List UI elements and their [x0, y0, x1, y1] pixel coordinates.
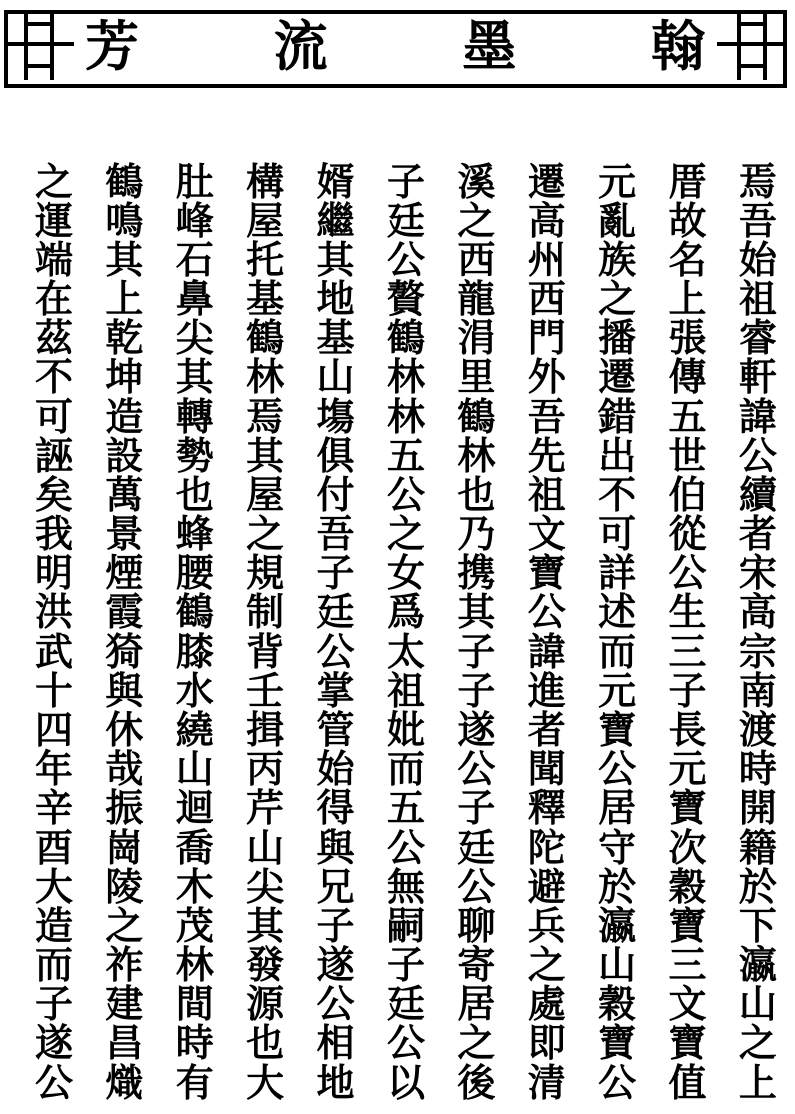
text-glyph: 者 — [527, 706, 566, 752]
text-glyph: 南 — [738, 667, 777, 713]
text-glyph: 先 — [527, 432, 566, 478]
text-glyph: 續 — [738, 471, 777, 517]
text-glyph: 渡 — [738, 706, 777, 752]
text-glyph: 管 — [316, 706, 355, 752]
text-glyph: 即 — [527, 1020, 566, 1066]
text-glyph: 聞 — [527, 746, 566, 792]
text-glyph: 元 — [598, 158, 637, 204]
text-glyph: 林 — [386, 354, 425, 400]
text-glyph: 寶 — [668, 785, 707, 831]
text-glyph: 迴 — [175, 785, 214, 831]
text-glyph: 萬 — [105, 471, 144, 517]
text-glyph: 子 — [457, 628, 496, 674]
text-glyph: 始 — [316, 746, 355, 792]
text-glyph: 遷 — [527, 158, 566, 204]
text-glyph: 贅 — [386, 276, 425, 322]
text-glyph: 上 — [105, 276, 144, 322]
text-glyph: 子 — [386, 942, 425, 988]
text-glyph: 規 — [246, 550, 285, 596]
text-glyph: 公 — [457, 746, 496, 792]
text-glyph: 遂 — [457, 706, 496, 752]
text-glyph: 造 — [105, 393, 144, 439]
text-glyph: 州 — [527, 236, 566, 282]
text-glyph: 鶴 — [386, 315, 425, 361]
text-glyph: 族 — [598, 236, 637, 282]
banner-title-char: 芳 — [85, 14, 139, 78]
text-glyph: 與 — [316, 824, 355, 870]
text-glyph: 酉 — [34, 824, 73, 870]
text-glyph: 乾 — [105, 315, 144, 361]
text-glyph: 五 — [386, 785, 425, 831]
text-glyph: 也 — [175, 471, 214, 517]
text-glyph: 携 — [457, 550, 496, 596]
text-glyph: 始 — [738, 236, 777, 282]
text-glyph: 石 — [175, 236, 214, 282]
text-glyph: 遂 — [34, 1020, 73, 1066]
text-glyph: 子 — [668, 667, 707, 713]
text-glyph: 公 — [386, 824, 425, 870]
text-glyph: 木 — [175, 863, 214, 909]
text-glyph: 從 — [668, 511, 707, 557]
text-glyph: 寶 — [598, 706, 637, 752]
text-glyph: 祖 — [738, 276, 777, 322]
text-glyph: 其 — [246, 432, 285, 478]
text-glyph: 設 — [105, 432, 144, 478]
text-glyph: 洪 — [34, 589, 73, 635]
text-glyph: 山 — [246, 824, 285, 870]
text-glyph: 霞 — [105, 589, 144, 635]
text-glyph: 西 — [527, 276, 566, 322]
text-glyph: 傳 — [668, 354, 707, 400]
text-glyph: 坤 — [105, 354, 144, 400]
text-glyph: 播 — [598, 315, 637, 361]
text-glyph: 其 — [457, 589, 496, 635]
text-glyph: 林 — [386, 393, 425, 439]
text-glyph: 之 — [598, 276, 637, 322]
text-glyph: 伯 — [668, 471, 707, 517]
text-glyph: 焉 — [738, 158, 777, 204]
text-glyph: 居 — [457, 981, 496, 1027]
text-glyph: 錯 — [598, 393, 637, 439]
text-glyph: 公 — [386, 1020, 425, 1066]
text-glyph: 外 — [527, 354, 566, 400]
text-glyph: 鶴 — [175, 589, 214, 635]
text-glyph: 祚 — [105, 942, 144, 988]
text-glyph: 尖 — [175, 315, 214, 361]
banner-title-char: 墨 — [462, 14, 517, 78]
text-glyph: 公 — [386, 471, 425, 517]
banner-title-char: 流 — [273, 14, 328, 78]
text-glyph: 辛 — [34, 785, 73, 831]
text-glyph: 門 — [527, 315, 566, 361]
text-glyph: 屋 — [246, 197, 285, 243]
text-glyph: 里 — [457, 354, 496, 400]
text-glyph: 尖 — [246, 863, 285, 909]
text-glyph: 公 — [598, 1059, 637, 1105]
text-glyph: 構 — [246, 158, 285, 204]
text-glyph: 明 — [34, 550, 73, 596]
text-glyph: 詳 — [598, 550, 637, 596]
text-glyph: 林 — [175, 942, 214, 988]
text-glyph: 之 — [457, 197, 496, 243]
text-glyph: 吾 — [738, 197, 777, 243]
text-glyph: 發 — [246, 942, 285, 988]
text-glyph: 背 — [246, 628, 285, 674]
text-glyph: 公 — [386, 236, 425, 282]
text-glyph: 次 — [668, 824, 707, 870]
text-glyph: 年 — [34, 746, 73, 792]
text-glyph: 寶 — [668, 902, 707, 948]
text-glyph: 之 — [738, 1020, 777, 1066]
vertical-text-body — [26, 158, 786, 1105]
text-column — [519, 158, 575, 1105]
text-glyph: 上 — [738, 1059, 777, 1105]
text-glyph: 我 — [34, 511, 73, 557]
text-column — [167, 158, 223, 1105]
text-glyph: 故 — [668, 197, 707, 243]
text-glyph: 宗 — [738, 628, 777, 674]
text-glyph: 釋 — [527, 785, 566, 831]
text-glyph: 之 — [34, 158, 73, 204]
text-glyph: 得 — [316, 785, 355, 831]
banner-title — [80, 14, 710, 78]
text-glyph: 五 — [668, 393, 707, 439]
text-glyph: 廷 — [386, 197, 425, 243]
text-glyph: 婿 — [316, 158, 355, 204]
text-glyph: 峰 — [175, 197, 214, 243]
text-glyph: 地 — [316, 276, 355, 322]
text-glyph: 文 — [668, 981, 707, 1027]
text-glyph: 水 — [175, 667, 214, 713]
text-glyph: 進 — [527, 667, 566, 713]
text-glyph: 制 — [246, 589, 285, 635]
text-glyph: 女 — [386, 550, 425, 596]
text-glyph: 於 — [598, 863, 637, 909]
text-glyph: 公 — [598, 746, 637, 792]
text-glyph: 其 — [316, 236, 355, 282]
text-glyph: 無 — [386, 863, 425, 909]
text-glyph: 子 — [457, 667, 496, 713]
text-glyph: 穀 — [598, 981, 637, 1027]
text-glyph: 籍 — [738, 824, 777, 870]
text-glyph: 公 — [34, 1059, 73, 1105]
text-glyph: 茲 — [34, 315, 73, 361]
text-glyph: 鶴 — [246, 315, 285, 361]
text-glyph: 腰 — [175, 550, 214, 596]
text-glyph: 爲 — [386, 589, 425, 635]
text-glyph: 而 — [34, 942, 73, 988]
text-glyph: 振 — [105, 785, 144, 831]
text-glyph: 廷 — [386, 981, 425, 1027]
text-glyph: 龍 — [457, 276, 496, 322]
text-glyph: 公 — [668, 550, 707, 596]
text-glyph: 之 — [386, 511, 425, 557]
text-glyph: 遂 — [316, 942, 355, 988]
text-glyph: 也 — [246, 1020, 285, 1066]
text-glyph: 述 — [598, 589, 637, 635]
text-column — [589, 158, 645, 1105]
text-glyph: 之 — [527, 942, 566, 988]
text-glyph: 涓 — [457, 315, 496, 361]
text-glyph: 值 — [668, 1059, 707, 1105]
text-glyph: 鳴 — [105, 197, 144, 243]
fret-icon — [4, 10, 74, 80]
text-glyph: 子 — [34, 981, 73, 1027]
text-glyph: 端 — [34, 236, 73, 282]
text-glyph: 守 — [598, 824, 637, 870]
text-glyph: 其 — [246, 902, 285, 948]
text-glyph: 十 — [34, 667, 73, 713]
text-glyph: 公 — [457, 863, 496, 909]
text-glyph: 高 — [527, 197, 566, 243]
text-glyph: 有 — [175, 1059, 214, 1105]
text-glyph: 地 — [316, 1059, 355, 1105]
text-glyph: 嗣 — [386, 902, 425, 948]
text-glyph: 陵 — [105, 863, 144, 909]
text-glyph: 四 — [34, 706, 73, 752]
text-glyph: 誣 — [34, 432, 73, 478]
text-glyph: 妣 — [386, 706, 425, 752]
text-glyph: 基 — [246, 276, 285, 322]
text-glyph: 太 — [386, 628, 425, 674]
text-glyph: 肚 — [175, 158, 214, 204]
text-glyph: 休 — [105, 706, 144, 752]
text-glyph: 諱 — [738, 393, 777, 439]
text-glyph: 林 — [246, 354, 285, 400]
text-glyph: 祖 — [386, 667, 425, 713]
text-column — [448, 158, 504, 1105]
text-glyph: 名 — [668, 236, 707, 282]
text-glyph: 公 — [738, 432, 777, 478]
text-glyph: 寶 — [527, 550, 566, 596]
text-glyph: 轉 — [175, 393, 214, 439]
text-glyph: 矣 — [34, 471, 73, 517]
text-glyph: 三 — [668, 628, 707, 674]
text-glyph: 子 — [316, 902, 355, 948]
text-glyph: 繞 — [175, 706, 214, 752]
text-glyph: 瀛 — [738, 942, 777, 988]
text-glyph: 繼 — [316, 197, 355, 243]
text-glyph: 俱 — [316, 432, 355, 478]
text-glyph: 茂 — [175, 902, 214, 948]
text-glyph: 塲 — [316, 393, 355, 439]
text-glyph: 哉 — [105, 746, 144, 792]
fret-icon — [717, 10, 787, 80]
text-glyph: 居 — [598, 785, 637, 831]
text-glyph: 不 — [34, 354, 73, 400]
text-glyph: 元 — [668, 746, 707, 792]
text-glyph: 厝 — [668, 158, 707, 204]
text-glyph: 熾 — [105, 1059, 144, 1105]
text-glyph: 兵 — [527, 902, 566, 948]
text-glyph: 之 — [457, 1020, 496, 1066]
text-glyph: 付 — [316, 471, 355, 517]
text-glyph: 間 — [175, 981, 214, 1027]
text-glyph: 蜂 — [175, 511, 214, 557]
text-glyph: 開 — [738, 785, 777, 831]
text-glyph: 相 — [316, 1020, 355, 1066]
text-glyph: 鼻 — [175, 276, 214, 322]
text-glyph: 寄 — [457, 942, 496, 988]
text-glyph: 造 — [34, 902, 73, 948]
text-glyph: 宋 — [738, 550, 777, 596]
text-glyph: 文 — [527, 511, 566, 557]
text-glyph: 子 — [316, 550, 355, 596]
text-glyph: 長 — [668, 706, 707, 752]
text-glyph: 崗 — [105, 824, 144, 870]
text-glyph: 公 — [527, 589, 566, 635]
text-glyph: 其 — [105, 236, 144, 282]
text-column — [26, 158, 82, 1105]
text-glyph: 猗 — [105, 628, 144, 674]
text-glyph: 於 — [738, 863, 777, 909]
text-glyph: 元 — [598, 667, 637, 713]
text-glyph: 五 — [386, 432, 425, 478]
text-glyph: 兄 — [316, 863, 355, 909]
text-glyph: 掌 — [316, 667, 355, 713]
text-glyph: 而 — [598, 628, 637, 674]
text-column — [237, 158, 293, 1105]
text-glyph: 時 — [175, 1020, 214, 1066]
text-glyph: 運 — [34, 197, 73, 243]
text-glyph: 與 — [105, 667, 144, 713]
text-glyph: 煙 — [105, 550, 144, 596]
text-glyph: 廷 — [457, 824, 496, 870]
banner-title-char: 翰 — [650, 14, 705, 78]
text-glyph: 三 — [668, 942, 707, 988]
text-glyph: 陀 — [527, 824, 566, 870]
text-glyph: 者 — [738, 511, 777, 557]
text-glyph: 揖 — [246, 706, 285, 752]
text-glyph: 可 — [598, 511, 637, 557]
text-glyph: 軒 — [738, 354, 777, 400]
text-glyph: 寶 — [668, 1020, 707, 1066]
text-glyph: 建 — [105, 981, 144, 1027]
text-glyph: 大 — [34, 863, 73, 909]
text-glyph: 昌 — [105, 1020, 144, 1066]
text-glyph: 西 — [457, 236, 496, 282]
text-glyph: 遷 — [598, 354, 637, 400]
text-glyph: 丙 — [246, 746, 285, 792]
text-glyph: 上 — [668, 276, 707, 322]
text-glyph: 鶴 — [457, 393, 496, 439]
text-glyph: 下 — [738, 902, 777, 948]
header-banner — [0, 0, 795, 92]
text-glyph: 吾 — [316, 511, 355, 557]
text-glyph: 喬 — [175, 824, 214, 870]
text-glyph: 祖 — [527, 471, 566, 517]
text-glyph: 公 — [316, 981, 355, 1027]
text-glyph: 世 — [668, 432, 707, 478]
text-glyph: 大 — [246, 1059, 285, 1105]
text-glyph: 吾 — [527, 393, 566, 439]
text-glyph: 源 — [246, 981, 285, 1027]
text-glyph: 在 — [34, 276, 73, 322]
text-column — [660, 158, 716, 1105]
text-glyph: 而 — [386, 746, 425, 792]
text-glyph: 高 — [738, 589, 777, 635]
text-glyph: 其 — [175, 354, 214, 400]
text-glyph: 出 — [598, 432, 637, 478]
text-glyph: 山 — [175, 746, 214, 792]
text-glyph: 焉 — [246, 393, 285, 439]
text-glyph: 基 — [316, 315, 355, 361]
text-glyph: 林 — [457, 432, 496, 478]
text-glyph: 聊 — [457, 902, 496, 948]
text-glyph: 公 — [316, 628, 355, 674]
text-glyph: 子 — [457, 785, 496, 831]
text-glyph: 托 — [246, 236, 285, 282]
text-glyph: 景 — [105, 511, 144, 557]
text-glyph: 張 — [668, 315, 707, 361]
text-glyph: 溪 — [457, 158, 496, 204]
text-glyph: 鶴 — [105, 158, 144, 204]
text-glyph: 之 — [246, 511, 285, 557]
text-glyph: 膝 — [175, 628, 214, 674]
text-glyph: 生 — [668, 589, 707, 635]
text-glyph: 寶 — [598, 1020, 637, 1066]
text-glyph: 山 — [598, 942, 637, 988]
text-glyph: 穀 — [668, 863, 707, 909]
text-glyph: 清 — [527, 1059, 566, 1105]
text-column — [96, 158, 152, 1105]
text-glyph: 諱 — [527, 628, 566, 674]
text-glyph: 乃 — [457, 511, 496, 557]
text-glyph: 可 — [34, 393, 73, 439]
text-glyph: 避 — [527, 863, 566, 909]
text-glyph: 武 — [34, 628, 73, 674]
text-glyph: 屋 — [246, 471, 285, 517]
text-column — [730, 158, 786, 1105]
text-column — [378, 158, 434, 1105]
text-glyph: 處 — [527, 981, 566, 1027]
text-glyph: 瀛 — [598, 902, 637, 948]
text-glyph: 亂 — [598, 197, 637, 243]
text-glyph: 不 — [598, 471, 637, 517]
text-glyph: 子 — [386, 158, 425, 204]
text-glyph: 壬 — [246, 667, 285, 713]
text-glyph: 芹 — [246, 785, 285, 831]
text-glyph: 以 — [386, 1059, 425, 1105]
text-glyph: 勢 — [175, 432, 214, 478]
text-glyph: 之 — [105, 902, 144, 948]
text-glyph: 廷 — [316, 589, 355, 635]
text-column — [308, 158, 364, 1105]
text-glyph: 山 — [316, 354, 355, 400]
text-glyph: 後 — [457, 1059, 496, 1105]
text-glyph: 也 — [457, 471, 496, 517]
text-glyph: 睿 — [738, 315, 777, 361]
text-glyph: 時 — [738, 746, 777, 792]
text-glyph: 山 — [738, 981, 777, 1027]
